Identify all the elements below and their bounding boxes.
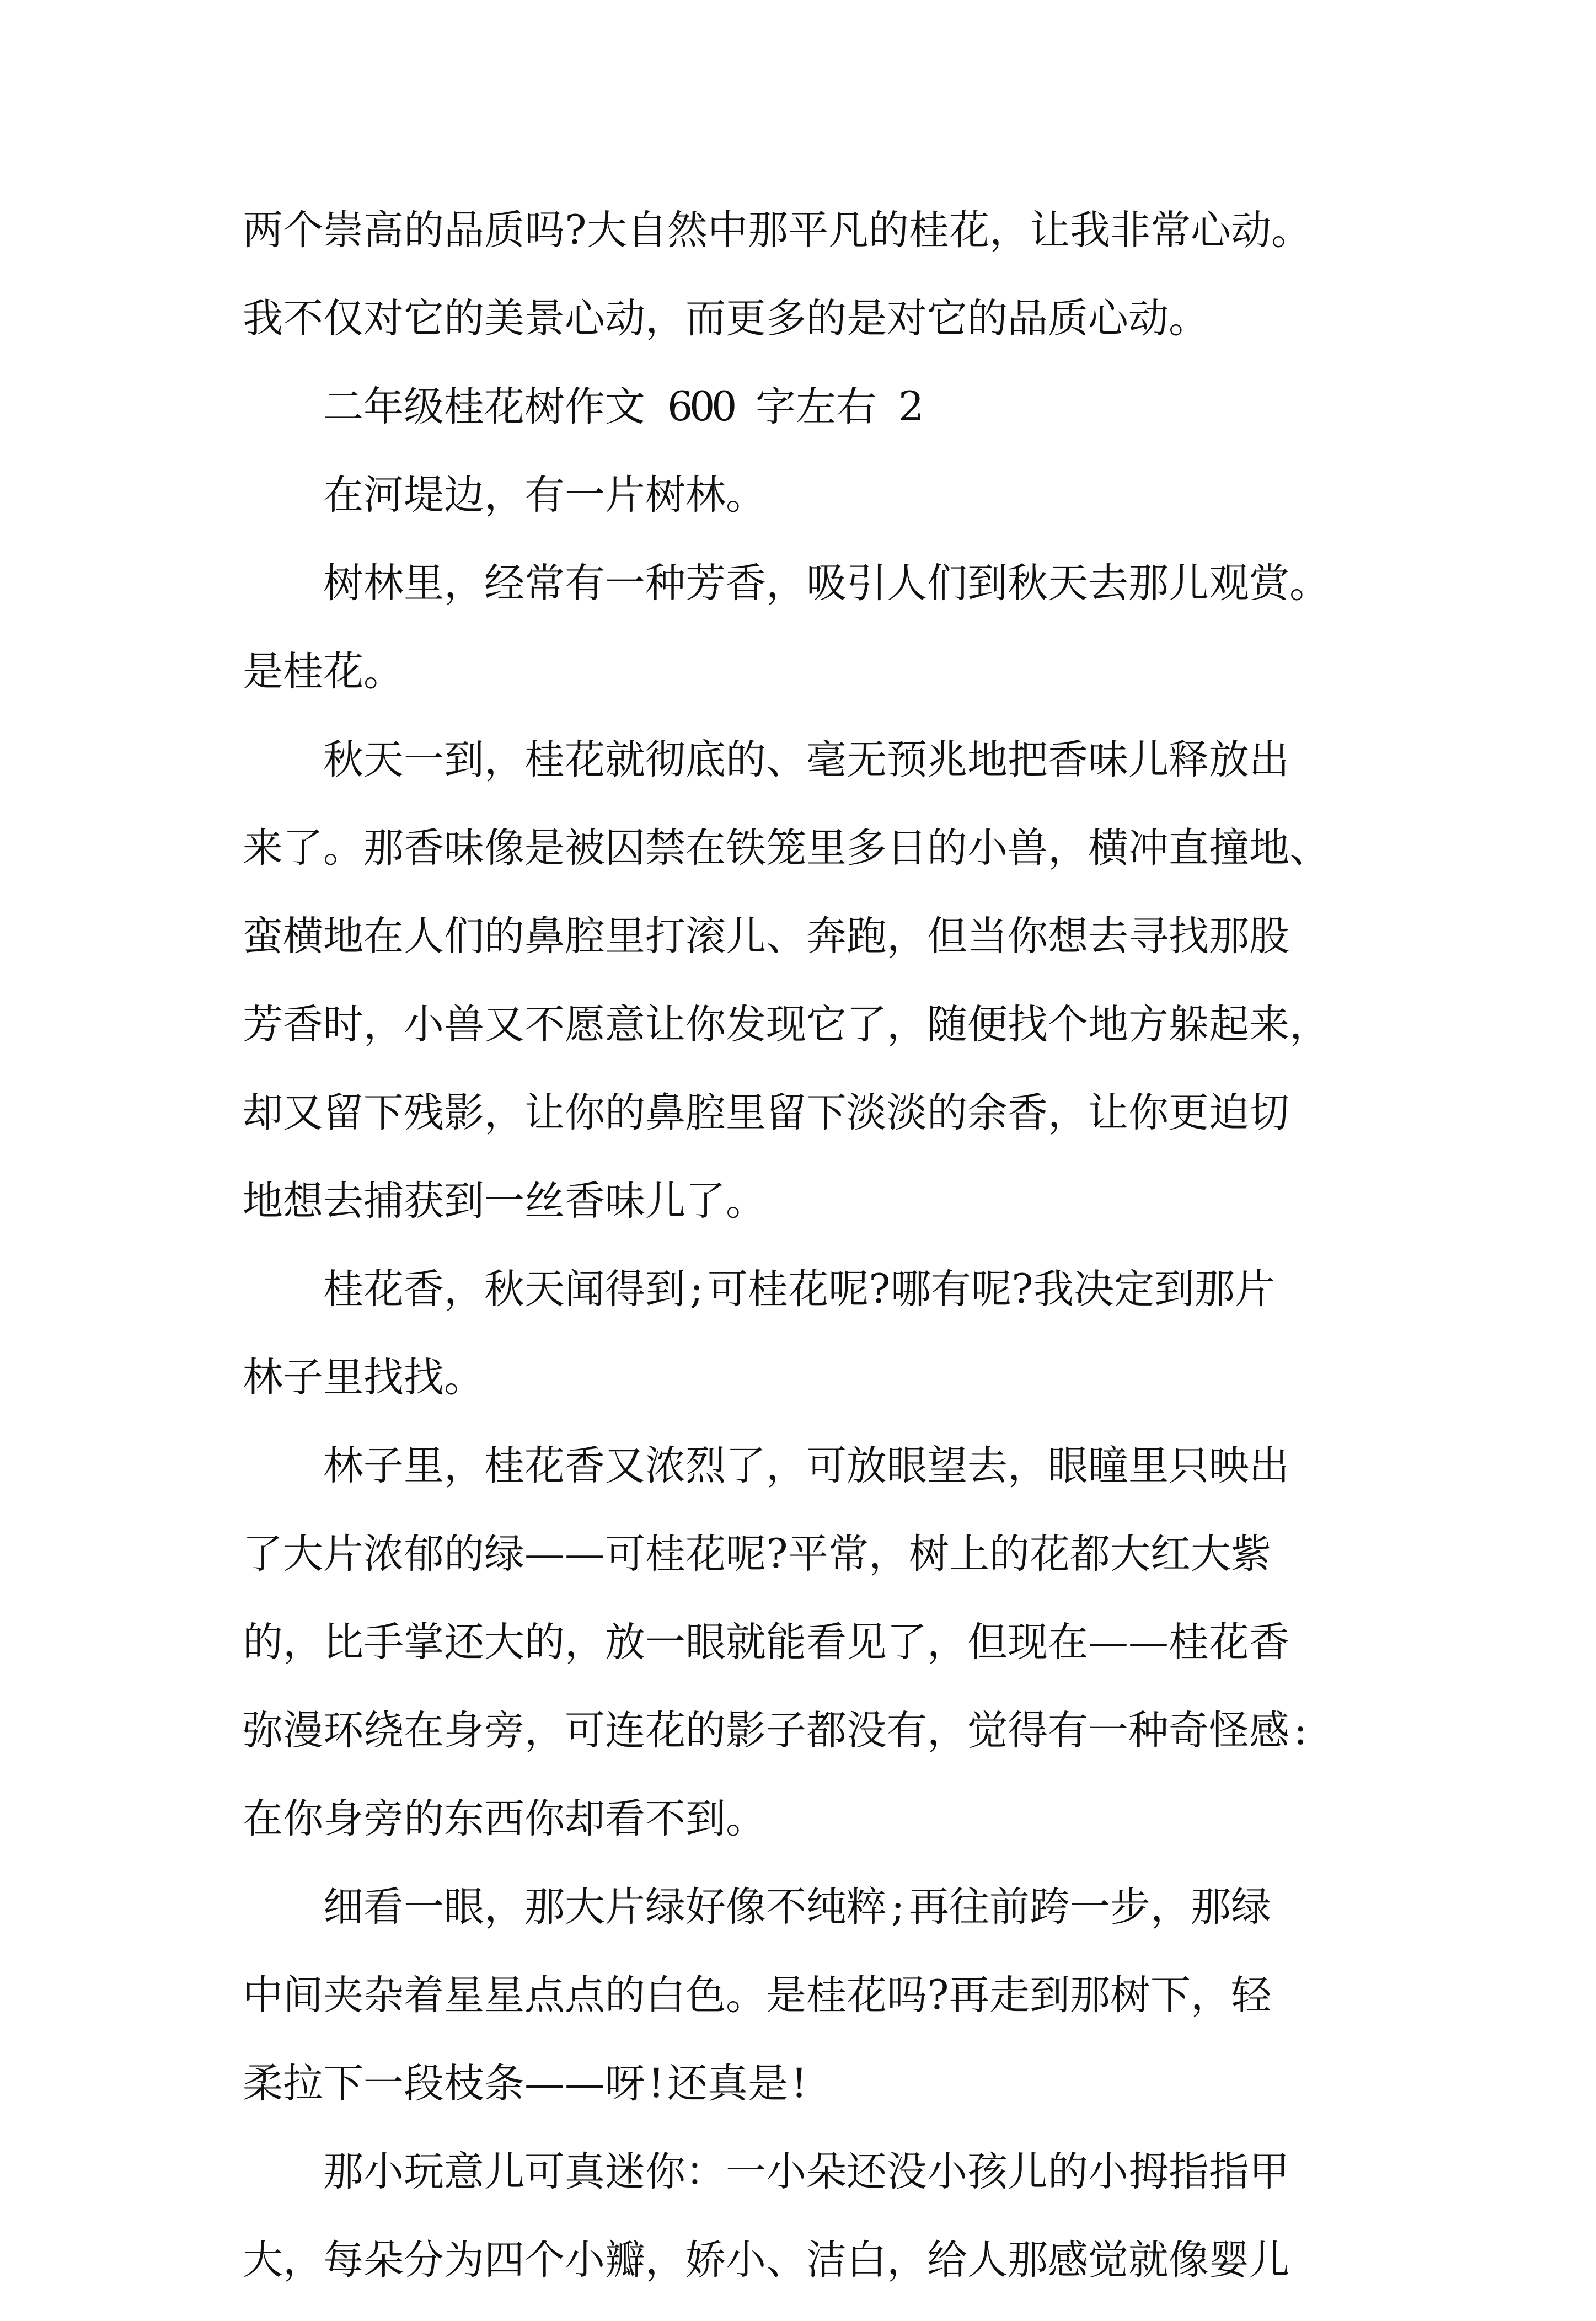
text-line: 柔 拉 下 一 段 枝 条 — — 呀 ! 还 真 是 ! (243, 2060, 807, 2107)
text-line: 桂 花 香 ， 秋 天 闻 得 到 ; 可 桂 花 呢 ? 哪 有 呢 ? 我 决 定 到 那 片 (323, 1266, 1275, 1313)
text-line: 是 桂 花 。 (243, 648, 404, 695)
text-line: 却 又 留 下 残 影 ， 让 你 的 鼻 腔 里 留 下 淡 淡 的 余 香 ， 让 你 更 迫 切 (243, 1089, 1289, 1136)
text-line: 地 想 去 捕 获 到 一 丝 香 味 儿 了 。 (243, 1178, 766, 1224)
text-line: 在 河 堤 边 ， 有 一 片 树 林 。 (323, 472, 766, 518)
text-line: 树 林 里 ， 经 常 有 一 种 芳 香 ， 吸 引 人 们 到 秋 天 去 那 儿 观 赏 。 (323, 560, 1330, 607)
text-line: 弥 漫 环 绕 在 身 旁 ， 可 连 花 的 影 子 都 没 有 ， 觉 得 有 一 种 奇 怪 感 : (243, 1707, 1308, 1754)
text-line: 蛮 横 地 在 人 们 的 鼻 腔 里 打 滚 儿 、 奔 跑 ， 但 当 你 想 去 寻 找 那 股 (243, 913, 1289, 960)
text-line: 来 了 。 那 香 味 像 是 被 囚 禁 在 铁 笼 里 多 日 的 小 兽 ， 横 冲 直 撞 地 、 (243, 825, 1330, 871)
text-line: 在 你 身 旁 的 东 西 你 却 看 不 到 。 (243, 1795, 766, 1842)
text-line: 的 ， 比 手 掌 还 大 的 ， 放 一 眼 就 能 看 见 了 ， 但 现 在 — — 桂 花 香 (243, 1619, 1289, 1666)
text-line: 中 间 夹 杂 着 星 星 点 点 的 白 色 。 是 桂 花 吗 ? 再 走 到 那 树 下 ， 轻 (243, 1972, 1271, 2019)
document-body (243, 203, 1368, 2321)
text-line: 芳 香 时 ， 小 兽 又 不 愿 意 让 你 发 现 它 了 ， 随 便 找 个 地 方 躲 起 来 ， (243, 1001, 1330, 1048)
text-line: 大 ， 每 朵 分 为 四 个 小 瓣 ， 娇 小 、 洁 白 ， 给 人 那 感 觉 就 像 婴 儿 (243, 2237, 1289, 2283)
text-line: 秋 天 一 到 ， 桂 花 就 彻 底 的 、 毫 无 预 兆 地 把 香 味 儿 释 放 出 (323, 736, 1289, 783)
text-line: 两 个 崇 高 的 品 质 吗 ? 大 自 然 中 那 平 凡 的 桂 花 ， 让 我 非 常 心 动 。 (243, 207, 1311, 254)
text-line: 细 看 一 眼 ， 那 大 片 绿 好 像 不 纯 粹 ; 再 往 前 跨 一 步 ， 那 绿 (323, 1884, 1271, 1930)
text-line: 那 小 玩 意 儿 可 真 迷 你 ： 一 小 朵 还 没 小 孩 儿 的 小 拇 指 指 甲 (323, 2148, 1289, 2195)
text-line: 林 子 里 找 找 。 (243, 1354, 484, 1401)
section-heading: 二 年 级 桂 花 树 作 文 6 0 0 字 左 右 2 (323, 383, 924, 430)
text-line: 我 不 仅 对 它 的 美 景 心 动 ， 而 更 多 的 是 对 它 的 品 质 心 动 。 (243, 295, 1209, 342)
text-line: 林 子 里 ， 桂 花 香 又 浓 烈 了 ， 可 放 眼 望 去 ， 眼 瞳 里 只 映 出 (323, 1442, 1289, 1489)
text-line: 了 大 片 浓 郁 的 绿 — — 可 桂 花 呢 ? 平 常 ， 树 上 的 花 都 大 红 大 紫 (243, 1531, 1271, 1577)
